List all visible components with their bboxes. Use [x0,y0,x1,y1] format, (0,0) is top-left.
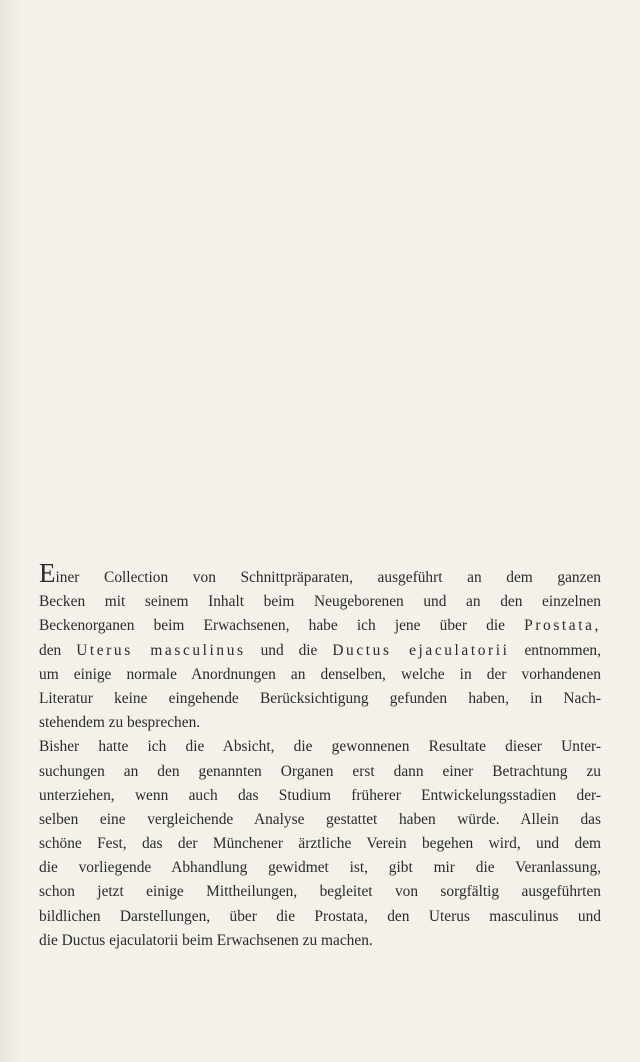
text-line: die vorliegende Abhandlung gewidmet ist, gibt mir die Veranlassung, [39,859,601,877]
text-line: unterziehen, wenn auch das Studium früherer Entwickelungsstadien der- [39,786,601,804]
text-line: selben eine vergleichende Analyse gestattet haben würde. Allein das [39,810,601,828]
text-fragment: und die [260,641,318,659]
text-line [39,639,601,663]
text-line: Becken mit seinem Inhalt beim Neugeborenen und an den einzelnen [39,593,601,611]
emphasis-prostata: Prostata, [524,617,601,635]
emphasis-ductus: Ductus ejaculatorii [332,641,510,659]
text-line: die Ductus ejaculatorii beim Erwachsenen zu machen. [39,931,373,949]
text-line: suchungen an den genannten Organen erst dann einer Betrachtung zu [39,762,601,780]
body-text [39,558,601,953]
text-line: stehendem zu besprechen. [39,714,201,732]
text-line: bildlichen Darstellungen, über die Prostata, den Uterus masculinus und [39,907,601,925]
text-line [39,558,601,590]
text-fragment: entnommen, [524,641,601,659]
text-line [39,614,601,638]
text-line: um einige normale Anordnungen an denselben, welche in der vorhandenen [39,665,601,683]
text-fragment: den [39,641,62,659]
initial-letter: E [39,558,56,588]
emphasis-uterus: Uterus masculinus [76,641,246,659]
text-line: Bisher hatte ich die Absicht, die gewonnenen Resultate dieser Unter- [39,738,601,756]
text-fragment: Beckenorganen beim Erwachsenen, habe ich jene über die [39,617,505,635]
text-line: schöne Fest, das der Münchener ärztliche Verein begehen wird, und dem [39,835,601,853]
text-fragment: iner Collection von Schnittpräparaten, ausgeführt an dem ganzen [55,569,601,586]
text-line: Literatur keine eingehende Berücksichtigung gefunden haben, in Nach- [39,689,601,707]
text-line: schon jetzt einige Mittheilungen, begleitet von sorgfältig ausgeführten [39,883,601,901]
